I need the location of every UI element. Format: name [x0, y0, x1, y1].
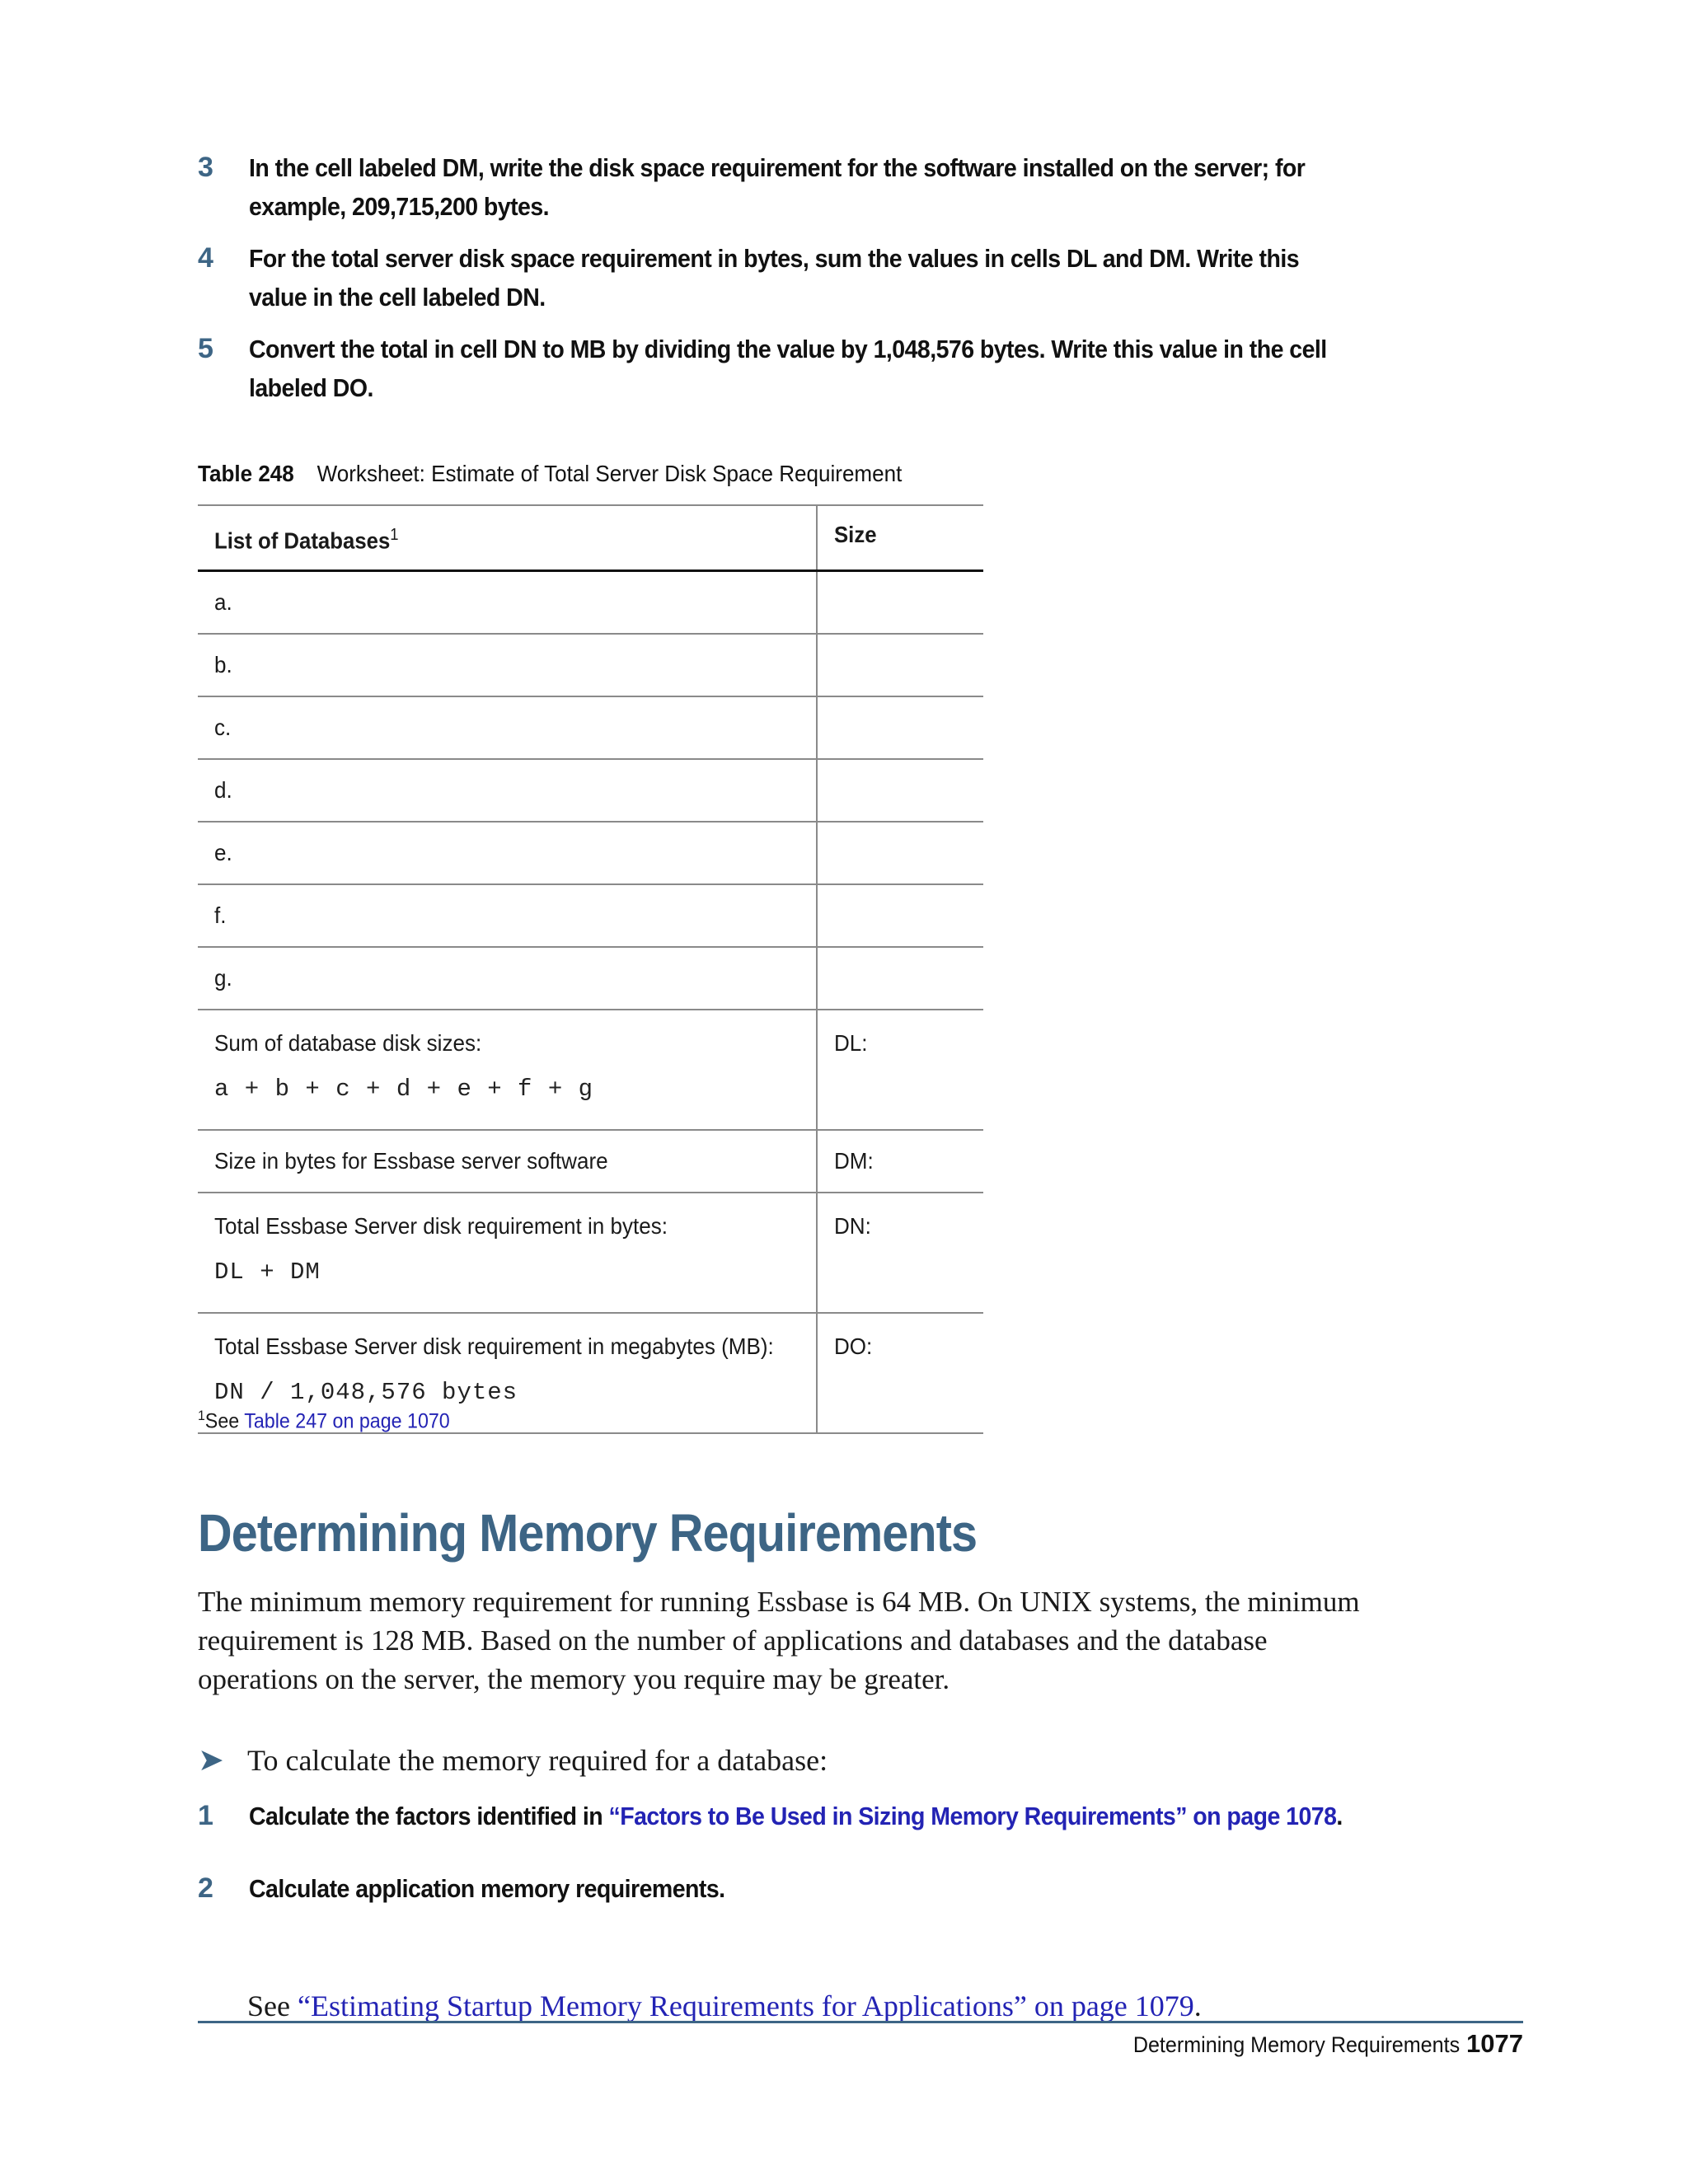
- step-3: [198, 148, 1385, 226]
- total-mb-label-cell: Total Essbase Server disk requirement in megabytes (MB): DN / 1,048,576 bytes: [198, 1313, 817, 1433]
- size-cell: [817, 759, 983, 822]
- table-247-link[interactable]: Table 247 on page 1070: [244, 1409, 450, 1433]
- table-row: [198, 884, 983, 947]
- body-paragraph: The minimum memory requirement for running Essbase is 64 MB. On UNIX systems, the minimum requirement is 128 MB. Based on the number of applications and databases and the database operations on the server, the memory you require may be greater.: [198, 1586, 1360, 1695]
- factors-link[interactable]: “Factors to Be Used in Sizing Memory Requirements” on page 1078: [608, 1802, 1337, 1830]
- table-row: [198, 696, 983, 759]
- step-text: In the cell labeled DM, write the disk space requirement for the software installed on the server; for example, 209,715,200 bytes.: [249, 153, 1306, 221]
- arrow-icon: ➤: [198, 1743, 224, 1778]
- software-label-cell: Size in bytes for Essbase server software: [198, 1130, 817, 1193]
- total-mb-formula: DN / 1,048,576 bytes: [214, 1379, 518, 1407]
- step-text: Calculate application memory requirements.: [249, 1874, 725, 1903]
- total-bytes-formula: DL + DM: [214, 1258, 321, 1286]
- page-number: 1077: [1466, 2029, 1523, 2058]
- total-bytes-row: [198, 1193, 983, 1313]
- size-cell: [817, 571, 983, 635]
- dn-cell: DN:: [817, 1193, 983, 1313]
- sum-label-cell: Sum of database disk sizes: a + b + c + d + e + f + g: [198, 1010, 817, 1130]
- database-cell: f.: [198, 884, 817, 947]
- table-header-row: [198, 505, 983, 571]
- software-row: [198, 1130, 983, 1193]
- step-number: 4: [198, 242, 213, 274]
- step-number: 3: [198, 152, 213, 183]
- database-cell: e.: [198, 822, 817, 884]
- step-text: Convert the total in cell DN to MB by dividing the value by 1,048,576 bytes. Write this value in the cell labeled DO.: [249, 335, 1327, 402]
- see-reference: See “Estimating Startup Memory Requirements for Applications” on page 1079.: [247, 1990, 1202, 2022]
- size-cell: [817, 822, 983, 884]
- size-cell: [817, 634, 983, 696]
- step-2: [198, 1869, 1385, 1908]
- table-number: Table 248: [198, 461, 294, 486]
- step-number: 5: [198, 333, 213, 364]
- footer-title: Determining Memory Requirements: [1132, 2032, 1461, 2057]
- step-number: 2: [198, 1872, 213, 1904]
- footer-divider: [198, 2021, 1523, 2023]
- step-number: 1: [198, 1800, 213, 1831]
- worksheet-table: [198, 504, 983, 1434]
- header-databases: List of Databases$^1$: [198, 505, 817, 571]
- step-5: [198, 330, 1385, 407]
- procedure-line: ➤ To calculate the memory required for a database:: [198, 1741, 828, 1780]
- table-footnote: $^1$See Table 247 on page 1070: [198, 1408, 450, 1433]
- table-caption: [198, 457, 902, 490]
- dm-cell: DM:: [817, 1130, 983, 1193]
- page-footer: [1109, 2027, 1523, 2061]
- size-cell: [817, 947, 983, 1010]
- table-row: [198, 571, 983, 635]
- size-cell: [817, 696, 983, 759]
- table-row: [198, 759, 983, 822]
- sum-row: [198, 1010, 983, 1130]
- step-text: For the total server disk space requirement in bytes, sum the values in cells DL and DM. Write this value in the cell labeled DN.: [249, 244, 1300, 312]
- total-bytes-label-cell: Total Essbase Server disk requirement in bytes: DL + DM: [198, 1193, 817, 1313]
- size-cell: [817, 884, 983, 947]
- dl-cell: DL:: [817, 1010, 983, 1130]
- sum-formula: a + b + c + d + e + f + g: [214, 1076, 594, 1104]
- database-cell: c.: [198, 696, 817, 759]
- database-cell: b.: [198, 634, 817, 696]
- header-size: Size: [817, 505, 983, 571]
- startup-memory-link[interactable]: “Estimating Startup Memory Requirements for Applications” on page 1079: [297, 1990, 1194, 2022]
- step-4: [198, 239, 1385, 316]
- do-cell: DO:: [817, 1313, 983, 1433]
- section-heading: Determining Memory Requirements: [198, 1503, 978, 1563]
- table-row: [198, 947, 983, 1010]
- database-cell: a.: [198, 571, 817, 635]
- table-title: Worksheet: Estimate of Total Server Disk Space Requirement: [316, 461, 903, 486]
- table-row: [198, 634, 983, 696]
- database-cell: g.: [198, 947, 817, 1010]
- table-row: [198, 822, 983, 884]
- step-text: Calculate the factors identified in “Factors to Be Used in Sizing Memory Requirements” on page 1078.: [249, 1802, 1343, 1830]
- database-cell: d.: [198, 759, 817, 822]
- step-1: [198, 1797, 1385, 1835]
